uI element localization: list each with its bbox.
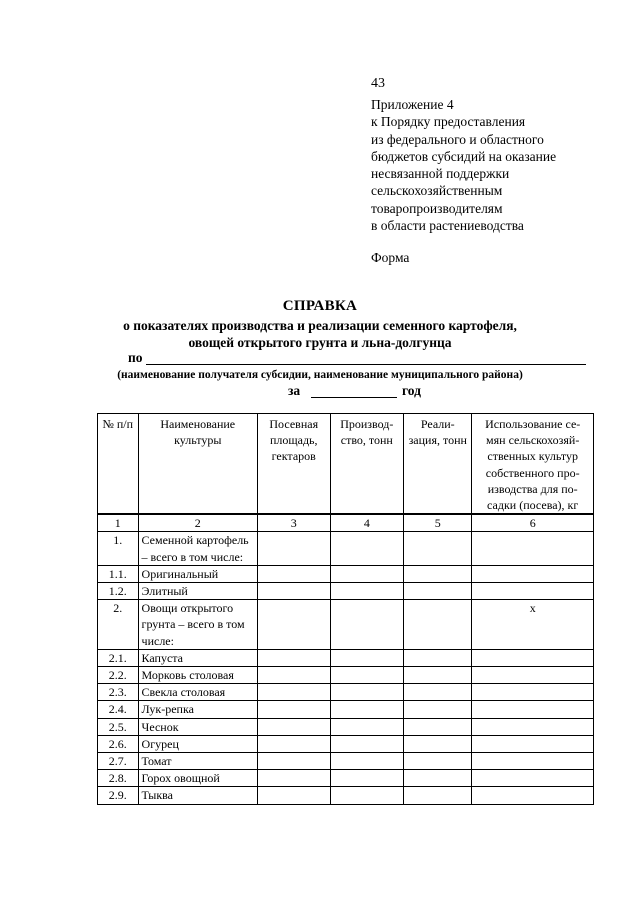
seed-use-cell[interactable] [472,684,594,701]
header-sown-area: Посевная площадь, гектаров [257,414,330,515]
sales-cell[interactable] [404,649,472,666]
table-row [98,770,594,787]
appendix-line: товаропроизводителям [371,200,503,216]
sown-area-cell[interactable] [257,770,330,787]
production-cell[interactable] [330,583,404,600]
po-label: по [128,350,143,365]
row-number: 2.8. [98,770,139,787]
seed-use-cell[interactable] [472,532,594,565]
production-cell[interactable] [330,565,404,582]
row-number: 2.5. [98,718,139,735]
sown-area-cell[interactable] [257,600,330,650]
report-table [97,413,594,805]
header-sales: Реали-зация, тонн [404,414,472,515]
sown-area-cell[interactable] [257,684,330,701]
sales-cell[interactable] [404,583,472,600]
seed-use-cell[interactable] [472,649,594,666]
seed-use-cell[interactable] [472,770,594,787]
sales-cell[interactable] [404,667,472,684]
table-row [98,701,594,718]
table-row [98,718,594,735]
production-cell[interactable] [330,770,404,787]
row-number: 2.4. [98,701,139,718]
table-row [98,735,594,752]
crop-name: Семенной картофель – всего в том числе: [138,532,257,565]
document-subtitle-line2: овощей открытого грунта и льна-долгунца [188,335,452,350]
document-subtitle-line1: о показателях производства и реализации семенного картофеля, [123,318,517,333]
crop-name: Чеснок [138,718,257,735]
sown-area-cell[interactable] [257,565,330,582]
production-cell[interactable] [330,718,404,735]
header-production: Производ-ство, тонн [330,414,404,515]
crop-name: Огурец [138,735,257,752]
crop-name: Овощи открытого грунта – всего в том числе: [138,600,257,650]
row-number: 2. [98,600,139,650]
sown-area-cell[interactable] [257,649,330,666]
za-label: за [288,383,301,398]
row-number: 2.2. [98,667,139,684]
table-row [98,667,594,684]
appendix-line: в области растениеводства [371,218,524,234]
column-number: 4 [330,514,404,532]
column-number: 1 [98,514,139,532]
appendix-line: Приложение 4 [371,97,454,112]
row-number: 2.9. [98,787,139,804]
sown-area-cell[interactable] [257,787,330,804]
production-cell[interactable] [330,649,404,666]
crop-name: Морковь столовая [138,667,257,684]
column-numbers-row [98,514,594,532]
table-row [98,583,594,600]
sown-area-cell[interactable] [257,532,330,565]
seed-use-cell[interactable] [472,583,594,600]
table-row [98,787,594,804]
sown-area-cell[interactable] [257,753,330,770]
sales-cell[interactable] [404,787,472,804]
sales-cell[interactable] [404,600,472,650]
production-cell[interactable] [330,701,404,718]
row-number: 2.1. [98,649,139,666]
table-row [98,649,594,666]
appendix-block [371,96,556,234]
seed-use-cell[interactable] [472,718,594,735]
row-number: 1.1. [98,565,139,582]
header-number: № п/п [98,414,139,515]
table-row [98,753,594,770]
production-cell[interactable] [330,735,404,752]
sown-area-cell[interactable] [257,701,330,718]
sales-cell[interactable] [404,735,472,752]
seed-use-cell[interactable] [472,667,594,684]
crop-name: Лук-репка [138,701,257,718]
crop-name: Оригинальный [138,565,257,582]
seed-use-cell[interactable] [472,787,594,804]
sales-cell[interactable] [404,565,472,582]
sown-area-cell[interactable] [257,667,330,684]
table-row [98,565,594,582]
document-title: СПРАВКА [282,298,358,314]
god-label: год [402,383,421,398]
recipient-note: (наименование получателя субсидии, наименование муниципального района) [117,369,523,381]
crop-name: Капуста [138,649,257,666]
seed-use-cell[interactable] [472,735,594,752]
appendix-line: из федерального и областного [371,131,544,147]
row-number: 1. [98,532,139,565]
crop-name: Элитный [138,583,257,600]
seed-use-cell[interactable] [472,565,594,582]
crop-name: Томат [138,753,257,770]
row-number: 2.6. [98,735,139,752]
sales-cell[interactable] [404,718,472,735]
table-row [98,532,594,565]
column-number: 2 [138,514,257,532]
page-number: 43 [371,76,385,91]
sown-area-cell[interactable] [257,735,330,752]
sown-area-cell[interactable] [257,583,330,600]
production-cell[interactable] [330,753,404,770]
column-number: 5 [404,514,472,532]
seed-use-cell[interactable] [472,753,594,770]
crop-name: Свекла столовая [138,684,257,701]
production-cell[interactable] [330,787,404,804]
recipient-fill-line[interactable] [146,364,586,365]
production-cell[interactable] [330,667,404,684]
column-number: 3 [257,514,330,532]
table-row [98,600,594,650]
appendix-line: к Порядку предоставления [371,114,526,130]
header-seed-use: Использование се-мян сельскохозяй-ственных культур собственного про-изводства для по-садки (посева), кг [472,414,594,515]
seed-use-cell[interactable]: х [472,600,594,650]
crop-name: Горох овощной [138,770,257,787]
row-number: 2.3. [98,684,139,701]
sales-cell[interactable] [404,684,472,701]
appendix-line: бюджетов субсидий на оказание [371,148,557,164]
year-fill-line[interactable] [311,397,397,398]
production-cell[interactable] [330,532,404,565]
sown-area-cell[interactable] [257,718,330,735]
sales-cell[interactable] [404,701,472,718]
appendix-line: несвязанной поддержки [371,166,510,182]
column-number: 6 [472,514,594,532]
table-row [98,684,594,701]
sales-cell[interactable] [404,753,472,770]
crop-name: Тыква [138,787,257,804]
row-number: 1.2. [98,583,139,600]
form-label: Форма [371,250,410,265]
sales-cell[interactable] [404,770,472,787]
seed-use-cell[interactable] [472,701,594,718]
sales-cell[interactable] [404,532,472,565]
appendix-line: сельскохозяйственным [371,183,503,199]
row-number: 2.7. [98,753,139,770]
production-cell[interactable] [330,684,404,701]
header-crop-name: Наименование культуры [138,414,257,515]
production-cell[interactable] [330,600,404,650]
